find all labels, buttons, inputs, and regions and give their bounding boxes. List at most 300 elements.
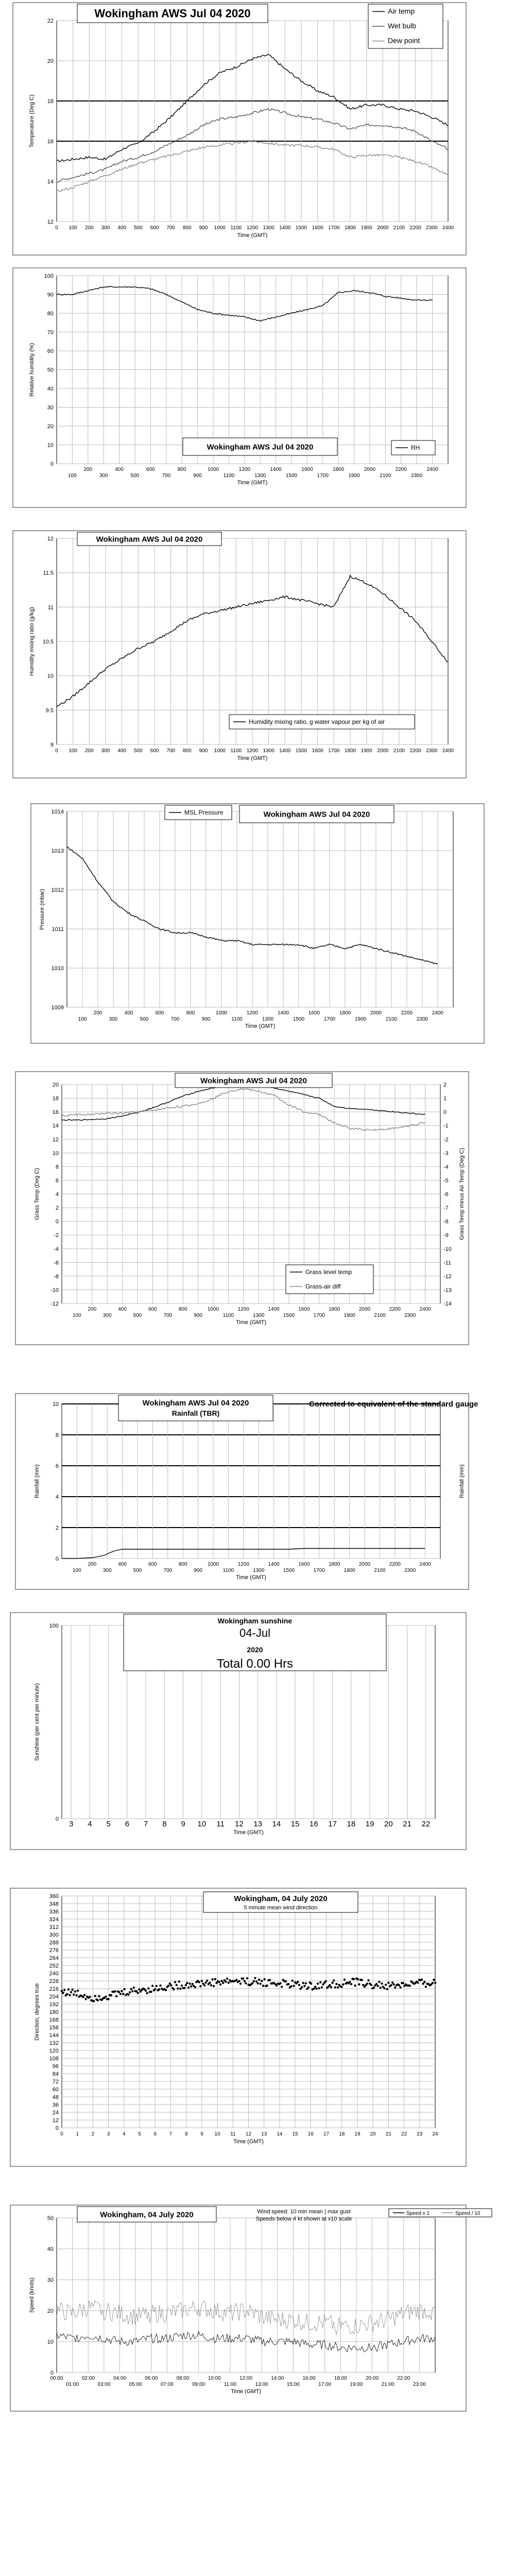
- legend: [391, 440, 435, 455]
- x-tick-label: 1000: [215, 1010, 228, 1016]
- y-tick-label: 10: [47, 2339, 54, 2345]
- y-tick-label: 1012: [51, 887, 64, 893]
- x-tick-label: 0: [55, 748, 58, 754]
- x-tick-label: 1100: [222, 1313, 234, 1318]
- x-tick-label: 22: [401, 2131, 407, 2137]
- plot-area: [62, 1404, 440, 1558]
- chart-note: Speeds below 4 kt shown at x10 scale: [255, 2216, 352, 2222]
- y-tick-label: 10: [47, 442, 54, 449]
- direction-point: [254, 1977, 256, 1979]
- x-tick-label: 300: [102, 1313, 112, 1318]
- y-tick-label: 40: [47, 2246, 54, 2252]
- y-tick-label: 12: [52, 1137, 59, 1143]
- direction-point: [66, 1993, 68, 1995]
- direction-point: [425, 1986, 427, 1988]
- direction-point: [318, 1987, 320, 1989]
- y2-axis-label: Grass Temp minus Air Temp (Deg C): [459, 1148, 465, 1240]
- direction-point: [110, 1994, 112, 1996]
- y-axis-label: Temperature (Deg C): [29, 94, 35, 148]
- x-tick-label: 1100: [230, 225, 242, 231]
- y-tick-label: 20: [47, 58, 54, 64]
- x-tick-label: 16: [307, 2131, 314, 2137]
- y-tick-label: 1010: [51, 965, 64, 972]
- x-axis-label: Time (GMT): [233, 2139, 264, 2145]
- y-tick-label: 8: [55, 1432, 59, 1438]
- direction-point: [177, 1988, 179, 1990]
- x-tick-label: 1300: [253, 1313, 265, 1318]
- x-tick-label: 2400: [442, 225, 454, 231]
- direction-point: [335, 1983, 337, 1985]
- x-tick-label: 2000: [377, 748, 389, 754]
- x-tick-label: 800: [177, 467, 186, 472]
- direction-point: [341, 1986, 343, 1988]
- direction-point: [315, 1988, 317, 1990]
- direction-point: [297, 1981, 299, 1983]
- y-tick-label: -2: [54, 1232, 59, 1239]
- x-tick-label: 1600: [301, 467, 313, 472]
- x-tick-label: 10:00: [208, 2376, 221, 2381]
- y-tick-label: 6: [55, 1177, 59, 1184]
- x-tick-label: 12:00: [239, 2376, 253, 2381]
- x-tick-label: 21:00: [381, 2382, 394, 2387]
- direction-point: [107, 1998, 109, 2000]
- legend-label: Humidity mixing ratio, g water vapour per kg of air: [249, 718, 385, 725]
- direction-point: [159, 1985, 161, 1987]
- y-tick-label: 14: [52, 1123, 59, 1129]
- direction-point: [150, 1991, 152, 1993]
- y2-axis-label: Rainfall (mm): [459, 1464, 465, 1498]
- x-axis-label: Time (GMT): [237, 480, 268, 486]
- x-tick-label: 100: [73, 1568, 81, 1573]
- legend: [229, 715, 415, 729]
- y-tick-label: 70: [47, 329, 54, 336]
- direction-point: [378, 1981, 380, 1983]
- x-tick-label: 1500: [285, 473, 298, 479]
- x-tick-label: 1700: [328, 225, 340, 231]
- chart-subtitle: 5 minute mean wind direction: [244, 1905, 318, 1911]
- direction-point: [188, 1982, 191, 1985]
- x-tick-label: 2300: [404, 1568, 416, 1573]
- x-tick-label: 1400: [279, 748, 291, 754]
- direction-point: [349, 1981, 351, 1983]
- x-tick-label: 100: [68, 225, 78, 231]
- direction-point: [329, 1984, 331, 1986]
- x-tick-label: 1100: [223, 473, 235, 479]
- x-tick-label: 2000: [364, 467, 376, 472]
- direction-point: [298, 1984, 300, 1986]
- direction-point: [380, 1987, 382, 1989]
- direction-point: [122, 1993, 124, 1995]
- y-axis-label: Relative humidity (%): [29, 343, 35, 397]
- direction-point: [375, 1983, 377, 1985]
- chart-title: Wokingham AWS Jul 04 2020: [94, 7, 251, 20]
- direction-point: [194, 1986, 196, 1988]
- direction-point: [423, 1981, 425, 1983]
- x-tick-label: 04:00: [113, 2376, 127, 2381]
- direction-point: [387, 1981, 389, 1984]
- y-tick-label: 16: [52, 1109, 59, 1116]
- y-tick-label: 312: [49, 1924, 59, 1930]
- x-tick-label: 300: [101, 748, 110, 754]
- direction-point: [124, 1988, 126, 1990]
- direction-point: [381, 1982, 383, 1985]
- chart-rainfall: [0, 1391, 515, 1592]
- legend-label: Grass-air diff: [305, 1283, 341, 1290]
- x-tick-label: 07:00: [160, 2382, 174, 2387]
- legend: [286, 1265, 373, 1294]
- direction-point: [211, 1978, 213, 1980]
- x-tick-label: 19: [365, 1820, 374, 1828]
- x-tick-label: 17: [328, 1820, 337, 1828]
- x-tick-label: 7: [169, 2131, 173, 2137]
- x-axis-label: Time (GMT): [245, 1023, 276, 1029]
- direction-point: [75, 1994, 77, 1996]
- direction-point: [68, 1994, 71, 1996]
- y-axis-label: Direction, degrees true: [34, 1983, 40, 2041]
- x-tick-label: 3: [107, 2131, 110, 2137]
- direction-point: [421, 1978, 423, 1980]
- x-tick-label: 2200: [395, 467, 407, 472]
- direction-point: [156, 1985, 158, 1987]
- direction-point: [310, 1982, 312, 1985]
- direction-point: [83, 1994, 85, 1996]
- direction-point: [192, 1983, 194, 1985]
- direction-point: [251, 1982, 253, 1984]
- direction-point: [279, 1982, 281, 1984]
- direction-point: [173, 1988, 175, 1990]
- x-tick-label: 300: [101, 225, 110, 231]
- x-tick-label: 500: [133, 225, 143, 231]
- y-tick-label: 120: [49, 2048, 59, 2054]
- y-tick-label: 168: [49, 2017, 59, 2023]
- x-tick-label: 2200: [409, 225, 421, 231]
- chart-temperature: [0, 0, 515, 258]
- direction-point: [366, 1982, 368, 1985]
- direction-point: [61, 1990, 63, 1992]
- x-tick-label: 2000: [358, 1307, 371, 1312]
- direction-point: [93, 2000, 95, 2002]
- direction-point: [209, 1982, 211, 1984]
- y-tick-label: 336: [49, 1909, 59, 1915]
- chart-title: Wokingham, 04 July 2020: [100, 2210, 194, 2219]
- y-tick-label: 324: [49, 1917, 59, 1923]
- direction-point: [334, 1986, 336, 1988]
- direction-point: [154, 1988, 156, 1990]
- direction-point: [185, 1984, 187, 1986]
- direction-point: [203, 1985, 205, 1987]
- x-tick-label: 2300: [426, 225, 438, 231]
- chart-title: Wokingham AWS Jul 04 2020: [263, 810, 370, 819]
- direction-point: [434, 1981, 436, 1984]
- y-tick-label: 0: [55, 1218, 59, 1225]
- direction-point: [260, 1982, 262, 1985]
- x-tick-label: 14: [277, 2131, 283, 2137]
- y-tick-label: 252: [49, 1963, 59, 1969]
- x-tick-label: 24: [432, 2131, 438, 2137]
- x-tick-label: 100: [68, 748, 78, 754]
- x-tick-label: 0: [55, 225, 58, 231]
- x-axis-label: Time (GMT): [233, 1829, 264, 1836]
- x-tick-label: 2300: [411, 473, 423, 479]
- y-tick-label: 348: [49, 1901, 59, 1907]
- y2-tick-label: -14: [443, 1301, 452, 1307]
- x-tick-label: 10: [197, 1820, 207, 1828]
- legend-label: Speed / 10: [455, 2211, 480, 2216]
- x-tick-label: 300: [109, 1016, 118, 1022]
- direction-point: [129, 1991, 131, 1993]
- direction-point: [245, 1982, 247, 1984]
- direction-point: [409, 1985, 411, 1987]
- x-axis-label: Time (GMT): [231, 2388, 261, 2395]
- direction-point: [281, 1986, 283, 1988]
- x-tick-label: 600: [150, 225, 159, 231]
- x-tick-label: 900: [199, 225, 208, 231]
- y-tick-label: 4: [55, 1191, 59, 1198]
- x-tick-label: 13: [261, 2131, 267, 2137]
- plot-area: [67, 811, 453, 1007]
- y-tick-label: 36: [52, 2102, 59, 2108]
- direction-point: [105, 1995, 107, 1997]
- direction-point: [67, 1988, 70, 1990]
- y-tick-label: 48: [52, 2094, 59, 2100]
- y-tick-label: 9.5: [45, 707, 54, 714]
- x-tick-label: 18: [339, 2131, 345, 2137]
- x-tick-label: 300: [102, 1568, 112, 1573]
- y-tick-label: 12: [47, 219, 54, 225]
- y2-tick-label: -13: [443, 1287, 452, 1294]
- x-tick-label: 18:00: [334, 2376, 347, 2381]
- x-tick-label: 1200: [237, 1307, 249, 1312]
- direction-point: [262, 1985, 264, 1987]
- y-tick-label: 228: [49, 1978, 59, 1985]
- x-tick-label: 500: [133, 1568, 142, 1573]
- legend-label: Dew point: [388, 36, 420, 45]
- chart-humidity: [0, 265, 515, 513]
- direction-point: [228, 1981, 230, 1984]
- x-tick-label: 1200: [246, 748, 259, 754]
- direction-point: [317, 1982, 319, 1985]
- direction-point: [301, 1986, 303, 1988]
- x-tick-label: 1500: [295, 748, 307, 754]
- x-tick-label: 2000: [358, 1562, 371, 1567]
- x-tick-label: 1100: [231, 1016, 243, 1022]
- y2-tick-label: 2: [443, 1082, 447, 1088]
- chart-subtitle: Wind speed: 10 min mean | max gust: [257, 2209, 351, 2215]
- x-tick-label: 05:00: [129, 2382, 142, 2387]
- y-tick-label: 10.5: [42, 639, 54, 645]
- direction-point: [221, 1980, 223, 1982]
- x-tick-label: 1200: [246, 1010, 259, 1016]
- direction-point: [206, 1979, 208, 1981]
- chart-pressure: [0, 801, 515, 1048]
- chart-subtitle: Rainfall (TBR): [171, 1409, 220, 1417]
- x-tick-label: 2100: [393, 748, 405, 754]
- direction-point: [186, 1982, 188, 1984]
- x-tick-label: 900: [194, 1313, 202, 1318]
- x-tick-label: 1400: [268, 1307, 280, 1312]
- y2-tick-label: -7: [443, 1205, 449, 1212]
- x-tick-label: 1300: [253, 1568, 265, 1573]
- x-tick-label: 2100: [380, 473, 391, 479]
- direction-point: [199, 1985, 201, 1987]
- direction-point: [246, 1977, 248, 1979]
- x-tick-label: 5: [138, 2131, 141, 2137]
- x-tick-label: 900: [199, 748, 208, 754]
- x-axis-label: Time (GMT): [236, 1574, 266, 1581]
- direction-point: [422, 1982, 424, 1985]
- y-tick-label: 12: [52, 2117, 59, 2124]
- direction-point: [239, 1982, 242, 1985]
- legend-label: Grass level temp: [305, 1268, 352, 1276]
- direction-point: [176, 1984, 178, 1986]
- y-tick-label: 14: [47, 179, 54, 185]
- x-tick-label: 06:00: [145, 2376, 158, 2381]
- y-tick-label: -4: [54, 1246, 59, 1252]
- direction-point: [331, 1982, 333, 1984]
- x-tick-label: 400: [118, 1562, 127, 1567]
- direction-point: [255, 1980, 258, 1982]
- direction-point: [394, 1987, 396, 1989]
- y-tick-label: 264: [49, 1955, 59, 1961]
- x-tick-label: 600: [146, 467, 155, 472]
- legend-label: RH: [411, 444, 420, 451]
- y-tick-label: -6: [54, 1260, 59, 1266]
- x-tick-label: 10: [214, 2131, 220, 2137]
- x-tick-label: 2300: [416, 1016, 428, 1022]
- x-tick-label: 2200: [389, 1307, 401, 1312]
- direction-point: [73, 1993, 75, 1995]
- x-tick-label: 2400: [419, 1562, 431, 1567]
- direction-point: [307, 1986, 310, 1988]
- y-tick-label: 80: [47, 311, 54, 317]
- x-tick-label: 1900: [344, 1313, 355, 1318]
- x-tick-label: 09:00: [192, 2382, 205, 2387]
- x-tick-label: 16:00: [302, 2376, 316, 2381]
- y-tick-label: 1013: [51, 848, 64, 854]
- chart-total: Total 0.00 Hrs: [216, 1657, 294, 1671]
- direction-point: [235, 1979, 237, 1981]
- x-tick-label: 8: [162, 1820, 167, 1828]
- direction-point: [84, 1998, 87, 2000]
- x-tick-label: 13: [253, 1820, 262, 1828]
- x-tick-label: 1000: [214, 748, 226, 754]
- x-tick-label: 900: [194, 1568, 202, 1573]
- x-tick-label: 400: [115, 467, 124, 472]
- direction-point: [114, 1990, 116, 1992]
- x-tick-label: 400: [117, 748, 127, 754]
- y-axis-label: Humidity mixing ratio (g/kg): [29, 607, 35, 676]
- direction-point: [198, 1981, 200, 1983]
- y-tick-label: 2: [55, 1205, 59, 1212]
- direction-point: [130, 1988, 132, 1990]
- x-tick-label: 2400: [426, 467, 438, 472]
- y-tick-label: 1009: [51, 1005, 64, 1011]
- x-tick-label: 2100: [374, 1568, 386, 1573]
- y-tick-label: 22: [47, 18, 54, 24]
- x-tick-label: 1900: [348, 473, 360, 479]
- y-tick-label: 20: [52, 1082, 59, 1088]
- y-tick-label: 11: [47, 604, 54, 611]
- direction-point: [151, 1985, 153, 1987]
- direction-point: [238, 1980, 240, 1982]
- x-tick-label: 600: [148, 1562, 157, 1567]
- direction-point: [145, 1990, 147, 1992]
- x-tick-label: 15: [292, 2131, 298, 2137]
- y-tick-label: 288: [49, 1940, 59, 1946]
- direction-point: [256, 1982, 259, 1985]
- y-tick-label: 0: [55, 2125, 59, 2131]
- direction-point: [313, 1988, 315, 1990]
- x-tick-label: 1300: [263, 748, 274, 754]
- y-tick-label: 40: [47, 386, 54, 392]
- x-tick-label: 700: [163, 1568, 173, 1573]
- y-axis-label: Grass Temp (Deg C): [34, 1168, 40, 1220]
- x-tick-label: 1900: [344, 1568, 355, 1573]
- x-tick-label: 20: [370, 2131, 376, 2137]
- direction-point: [74, 1990, 76, 1992]
- direction-point: [321, 1986, 323, 1988]
- x-tick-label: 01:00: [66, 2382, 79, 2387]
- x-tick-label: 1700: [317, 473, 329, 479]
- x-tick-label: 1000: [214, 225, 226, 231]
- direction-point: [167, 1985, 169, 1987]
- y-tick-label: 24: [52, 2110, 59, 2116]
- x-tick-label: 03:00: [97, 2382, 111, 2387]
- chart-title: Wokingham sunshine: [217, 1617, 293, 1625]
- direction-point: [400, 1986, 402, 1988]
- direction-point: [119, 1993, 122, 1995]
- x-tick-label: 2200: [389, 1562, 401, 1567]
- x-tick-label: 13:00: [255, 2382, 268, 2387]
- x-tick-label: 500: [140, 1016, 149, 1022]
- y-tick-label: 1011: [52, 926, 64, 933]
- x-tick-label: 4: [123, 2131, 126, 2137]
- direction-point: [261, 1980, 263, 1982]
- direction-point: [138, 1988, 140, 1990]
- y-tick-label: 10: [52, 1150, 59, 1157]
- direction-point: [358, 1984, 360, 1986]
- x-tick-label: 20: [384, 1820, 393, 1828]
- y-tick-label: 100: [49, 1623, 59, 1629]
- y-tick-label: 2: [55, 1525, 59, 1531]
- x-tick-label: 20:00: [365, 2376, 379, 2381]
- x-tick-label: 15:00: [286, 2382, 300, 2387]
- x-tick-label: 14: [272, 1820, 281, 1828]
- x-tick-label: 11: [216, 1820, 225, 1828]
- x-tick-label: 7: [143, 1820, 148, 1828]
- legend: [389, 2209, 492, 2217]
- direction-point: [391, 1981, 393, 1984]
- direction-point: [333, 1979, 335, 1981]
- y2-tick-label: -6: [443, 1191, 449, 1198]
- x-tick-label: 18: [347, 1820, 356, 1828]
- y-tick-label: -10: [50, 1287, 59, 1294]
- x-tick-label: 2: [91, 2131, 95, 2137]
- y-axis-label: Speed (knots): [29, 2277, 35, 2313]
- direction-point: [353, 1978, 355, 1980]
- y-tick-label: 6: [55, 1463, 59, 1469]
- direction-point: [385, 1984, 387, 1986]
- direction-point: [386, 1988, 388, 1990]
- x-tick-label: 02:00: [81, 2376, 95, 2381]
- y2-tick-label: -8: [443, 1218, 449, 1225]
- direction-point: [133, 1987, 135, 1989]
- y-tick-label: 276: [49, 1947, 59, 1954]
- y2-tick-label: -9: [443, 1232, 449, 1239]
- chart-title: Wokingham, 04 July 2020: [234, 1894, 328, 1903]
- x-tick-label: 1700: [313, 1313, 325, 1318]
- y-tick-label: 0: [50, 461, 54, 467]
